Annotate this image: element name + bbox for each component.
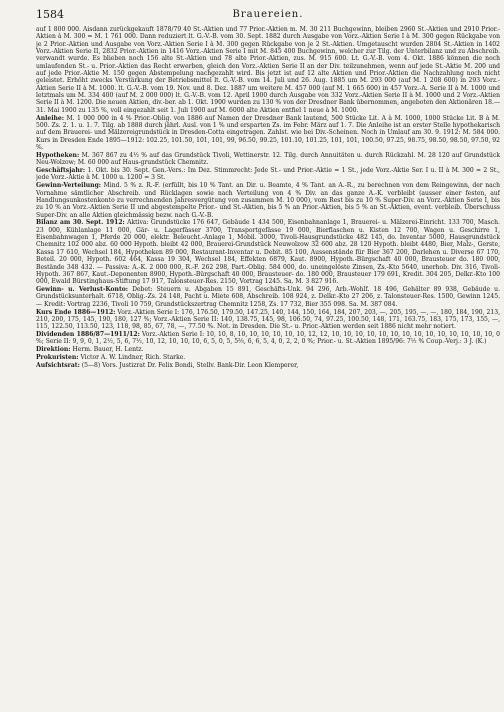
paragraph-text: Vorz.-Aktien Serie I: 10, 10, 8, 10, 10, 10, 10, 10, 10, 12, 12, 10, 10, 10, 10, 10, 10, 10, 10, 10, 10, 10, 10, 10, 10, 0 %; Serie II: 9, 9, 0, 1, 2½, 5, 6, 7½, 10, 12, 10, 10, 10, 6, 5, 0, 5, 5⅔, 6, 6, 5, 4, 0, 2, 2, 0 %; Prior.- u. St.-Aktien 1895/96: 7½ % Coup.-Verj.: 3 J. (K.) — [36, 331, 500, 346]
paragraph-text: M. 1 000 000 in 4 % Prior.-Oblig. von 1886 auf Namen der Dresdner Bank lautend, 500 Stücke Lit. A à M. 1000, 1000 Stücke Lit. B à M. 500. Zs. 2. 1. u. 1. 7. Tilg. ab 1888 durch jährl. Ausl. von 1 % und ersparten Zs. im Febr. März auf 1. 7. Die Anleihe ist an erster Stelle hypothekarisch auf dem Brauerei- und Mälzereigrundstück in Dresden-Cotta eingetragen. Zahlst. wie bei Div.-Scheinen. Noch in Umlauf am 30. 9. 1912: M. 584 000. Kurs in Dresden Ende 1895—1912: 102.25, 101.50, 101, 101, 99, 96.50, 99.25, 101.10, 101.25, 101, 101, 100.50, 97.25, 98.75, 98.50, 98.50, 97.50, 92 %. — [36, 114, 500, 151]
paragraph — [36, 362, 500, 369]
paragraph-label: Aufsichtsrat: — [36, 361, 80, 369]
paragraph-label: Hypotheken: — [36, 151, 80, 159]
paragraph-text: (5—8) Vors. Justizrat Dr. Felix Bondi, Stellv. Bank-Dir. Leon Klemperer, — [81, 361, 299, 369]
paragraph-label: Gewinn- u. Verlust-Konto: — [36, 286, 129, 294]
paragraph-text: Mind. 5 % z. R.-F. (erfüllt, bis 10 % Tant. an Dir. u. Beamte, 4 % Tant. an A.-R., zu berechnen von dem Reingewinn, der nach Vornahme sämtlicher Abschreib. und Rücklagen sowie nach Verteilung von 4 % Div. an das ganze A.-K. verbleibt (ausser einer festen, auf Handlungsunkostenkonto zu verrechnenden Jahresvergütung von zusammen M. 10 000), vom Rest bis zu 10 % Super-Div. an Vorz.-Aktien Serie I, bis zu 10 % an Vorz.-Aktien Serie II und abgestempelte Prior.- und St.-Aktien, bis 5 % an Prior.-Aktien, bis 5 % an St.-Aktien, event. verbleib. Überschuss Super-Div. an alle Aktien gleichmässig bezw. nach G.-V.-B. — [36, 182, 500, 219]
running-title: Brauereien. — [232, 9, 304, 20]
paragraph-label: Dividenden 1886/87—1911/12: — [36, 331, 140, 339]
paragraph-text: Vorz.-Aktien Serie I: 176, 176.50, 179.50, 147.25, 140, 144, 150, 164, 184, 207, 203, —, 205, 195, —, —, 180, 184, 190, 213, 210, 200, 175, 145, 190, 180, 127 %; Vorz.-Aktien Serie II: 140, 138.75, 145, 98, 106.50, 74, 97.25, 100.50, 148, 171, 163.75, 183, 175, 173, 155, —, 115, 122.50, 113.50, 123, 118, 98, 85, 67, 78, —, 77.50 %. Not. in Dresden. Die St.- u. Prior.-Aktien werden seit 1886 nicht mehr notiert. — [36, 308, 500, 331]
paragraph-text: Victor A. W. Lindner, Rich. Starke. — [80, 354, 186, 362]
paragraph — [36, 152, 500, 167]
paragraph — [36, 331, 500, 346]
paragraph-label: Geschäftsjahr: — [36, 167, 86, 175]
paragraph — [36, 219, 500, 285]
paragraph-text: 1. Okt. bis 30. Sept. Gen.-Vers.: Im Dez. Stimmrecht: Jede St.- und Prior.-Aktie = 1 St., jede Vorz.-Aktie Ser. I u. II à M. 300 = 2 St., jede Vorz.-Aktie à M. 1000 u. 1200 = 3 St. — [36, 167, 500, 182]
paragraph-text: Aktiva: Grundstücke 176 647, Gebäude 1 434 500, Eisenbahnanlage 1, Brauerei- u. Mälzerei-Einricht. 133 700, Masch. 23 000, Kühlanlage 11 000, Gär- u. Lagerfässer 3700, Transportgefässe 19 000, Bierflaschen u. Kisten 12 700, Wagen u. Geschirre 1, Eisenbahnwagen 1, Pferde 20 000, elektr. Beleucht.-Anlage 1, Mobil. 3000, Tivoli-Hausgrundstücke 482 145, do. Inventar 5000, Hausgrundstück Chemnitz 102 000 abz. 60 000 Hypoth. bleibt 42 000, Brauerei-Grundstück Neuwolzow 32 600 abz. 28 120 Hypoth. bleibt 4480, Bier, Malz-, Gerste, Kassa 17 610, Wechsel 184, Hypotheken 89 000, Restaurant-Inventar u. Debit. 85 100, Aussenstände für Bier 367 200, Darlehen u. Diverse 67 170, Beteil. 20 000, Hypoth. 602 464, Kassa 19 304, Wechsel 184, Effekten 6879, Kaut. 8900, Hypoth.-Bürgschaft 40 000, Brausteuer do. 180 000, Bestände 348 432. — Passiva: A.-K. 2 000 000, R.-F. 262 298, Part.-Oblig. 584 000, do. uneingelöste Zinsen, Zs.-Kto 5640, unerhob. Div. 316, Tivoli-Hypoth. 367 867, Kaut.-Deponenten 8900, Hypoth.-Bürgschaft 40 000, Brausteuer- do. 180 000, Brausteuer 179 691, Kredit. 304 205, Delkr.-Kto 100 000, Ewald Bürstinghaus-Stiftung 17 917, Talonsteuer-Res. 2150, Vortrag 1245. Sa. M. 3 827 916. — [36, 219, 500, 286]
text-body — [36, 26, 500, 369]
page-header — [36, 6, 500, 22]
paragraph-label: Kurs Ende 1886—1912: — [36, 308, 116, 316]
paragraph-text: Herm. Bauer, H. Lentz. — [72, 346, 144, 354]
paragraph-label: Gewinn-Verteilung: — [36, 182, 102, 190]
paragraph-text: Debet: Steuern u. Abgaben 15 891, Geschäfts-Unk. 94 296, Arb.-Wohlf. 18 496, Gehälter 89 938, Gebäude u. Grundstücksunterhalt. 6718, Oblig.-Zs. 24 148, Pacht u. Miete 608, Abschreib. 108 924, z. Delkr.-Kto 27 206, z. Talonsteuer-Res. 1500, Gewinn 1245. — Kredit: Vortrag 2236, Tivoli 10 759, Grundstückszertrag Chemnitz 1258, Zs. 17 732, Bier 355 098. Sa. M. 387 084. — [36, 286, 500, 308]
text-column — [36, 26, 500, 369]
paragraph — [36, 346, 500, 353]
paragraph — [36, 115, 500, 152]
paragraph-label: Prokuristen: — [36, 354, 79, 362]
paragraph — [36, 182, 500, 219]
paragraph-label: Anleihe: — [36, 114, 65, 122]
paragraph-label: Direktion: — [36, 346, 71, 354]
paragraph-text: auf 1 800 000. Aisdann zurückgekauft 1878/79 40 St.-Aktien und 77 Prior.-Aktien m. M. 30 211 Buchgewinn, bleiben 2960 St.-Aktien und 2910 Prior.-Aktien à M. 300 = M. 1 761 000. Dann reduziert lt. G.-V.-B. vom 30. Sept. 1882 durch Ausgabe von Vorz.-Aktien Serie I à M. 300 gegen Rückgabe von je 2 Prior.-Aktien und Ausgabe von Vorz.-Aktien Serie I à M. 300 gegen Rückgabe von je 2 St.-Aktien. Umgetauscht wurden 2804 St.-Aktien in 1402 Vorz.-Aktien Serie II, 2832 Prior.-Aktien in 1416 Vorz.-Aktien Serie I mit M. 845 400 Buchgewinn, welcher zur Tilg. der Unterbilanz und zu Abschreib. verwandt wurde. Es blieben noch 156 alte St.-Aktien und 78 alte Prior.-Aktien, zus. M. 915 600. Lt. G.-V.-B. vom 4. Okt. 1886 können die noch umlaufenden St.- u. Prior.-Aktien das Recht erwerben, gleich den Vorz.-Aktien Serie II an der Div. teilzunehmen, wenn auf jede St.-Aktie M. 200 und auf jede Prior.-Aktie M. 150 gegen Abstempelung nachgezahlt wird. Bis jetzt ist auf 12 alte Aktien und Prior.-Aktien die Nachzahlung noch nicht geleistet. Erhöht zwecks Verstärkung der Betriebsmittel lt. G.-V.-B. vom 14. Juli und 26. Aug. 1885 um M. 293 000 (auf M. 1 208 600) in 293 Vorz.-Aktien Serie II à M. 1000. lt. G.-V.-B. vom 19. Nov. und 8. Dez. 1887 um weitere M. 457 000 (auf M. 1 665 600) in 457 Vorz.-A. Serie II à M. 1000 und letztmals um M. 334 400 (auf M. 2 000 000) lt. G.-V.-B. vom 12. April 1900 durch Ausgabe von 332 Vorz.-Aktien Serie II à M. 1000 und 2 Vorz.-Aktien Serie II à M. 1200. Die neuen Aktien, div.-ber. ab 1. Okt. 1900 wurden zu 130 % von der Dresdner Bank übernommen, angeboten den Aktionären 18.—31. Mai 1900 zu 135 %, voll eingezahlt seit 1. Juli 1900 auf M. 6000 alte Aktien entfiel 1 neue à M. 1000. — [36, 26, 500, 114]
paragraph — [36, 286, 500, 308]
paragraph-label: Bilanz am 30. Sept. 1912: — [36, 219, 125, 227]
paragraph — [36, 309, 500, 331]
paragraph — [36, 354, 500, 361]
paragraph — [36, 167, 500, 182]
page-number: 1584 — [36, 8, 64, 21]
paragraph — [36, 26, 500, 114]
paragraph-text: M. 367 867 zu 4½ % auf das Grundstück Tivoli, Wettinerstr. 12. Tilg. durch Annuitäten u. durch Rückzahl. M. 28 120 auf Grundstück Neu-Wolzow; M. 60 000 auf Haus-grundstück Chemnitz. — [36, 151, 500, 167]
